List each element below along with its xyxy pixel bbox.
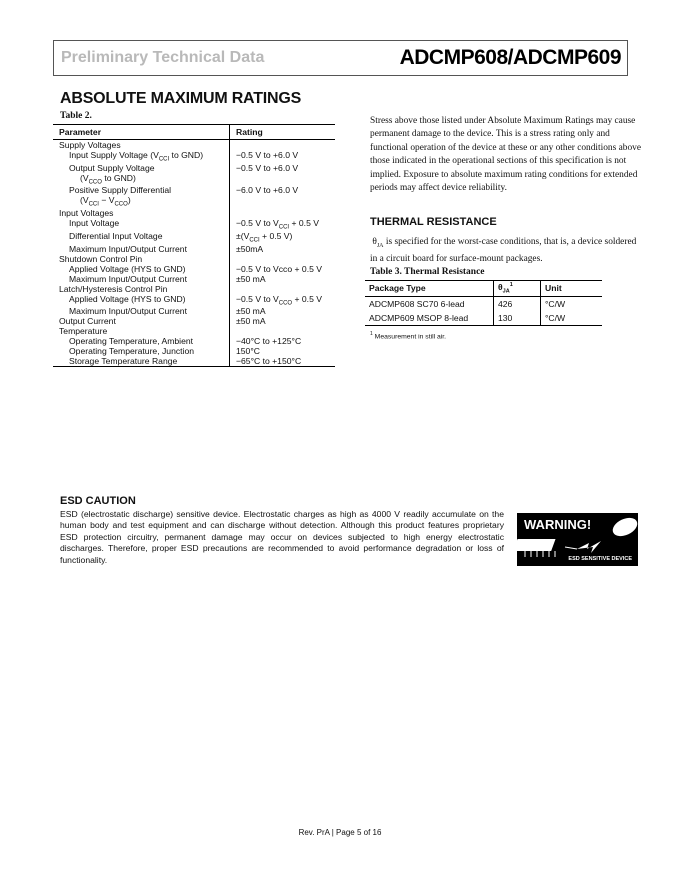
cell-theta: 130 — [494, 311, 541, 326]
cell-parameter: Temperature — [59, 326, 108, 337]
header-part-number: ADCMP608/ADCMP609 — [399, 46, 621, 69]
cell-rating: ±50 mA — [230, 306, 336, 316]
cell-rating: 150°C — [230, 346, 336, 356]
table-row — [53, 326, 335, 336]
cell-rating: ±50 mA — [230, 274, 336, 284]
table-row — [53, 254, 335, 264]
cell-parameter: Output Current — [59, 316, 116, 327]
table-row — [53, 316, 335, 326]
table-row — [53, 208, 335, 218]
table-row — [53, 150, 335, 163]
cell-rating — [230, 208, 336, 218]
cell-parameter: Input Voltages — [59, 208, 114, 219]
cell-rating — [230, 173, 336, 186]
table-row — [53, 346, 335, 356]
table-row — [53, 218, 335, 231]
table-row — [53, 195, 335, 208]
cell-rating — [230, 254, 336, 264]
cell-theta: 426 — [494, 296, 541, 311]
table-row — [53, 173, 335, 186]
cell-parameter: Applied Voltage (HYS to GND) — [69, 263, 186, 274]
page-footer: Rev. PrA | Page 5 of 16 — [298, 828, 382, 837]
stress-paragraph: Stress above those listed under Absolute Maximum Ratings may cause permanent damage to the device. This is a stress rating only and functional operation of the device at these or any other conditions above those indicated in the operational sections of this specification is not implied. Exposure to absolute maximum rating conditions for extended periods may affect device reliability. — [370, 116, 642, 194]
cell-pkg: ADCMP608 SC70 6-lead — [369, 298, 465, 309]
header-status: Preliminary Technical Data — [61, 49, 265, 66]
col-header-rating: Rating — [230, 125, 336, 140]
esd-warning-logo — [517, 513, 638, 566]
cell-parameter: Output Supply Voltage — [69, 162, 155, 173]
cell-rating — [230, 195, 336, 208]
cell-rating — [230, 326, 336, 336]
cell-rating: −65°C to +150°C — [230, 356, 336, 367]
table-caption-3: Table 3. Thermal Resistance — [370, 267, 485, 277]
col-header-package: Package Type — [365, 281, 494, 297]
cell-unit: °C/W — [541, 296, 603, 311]
cell-rating: −0.5 V to +6.0 V — [230, 150, 336, 163]
table-row — [53, 294, 335, 307]
cell-parameter: Supply Voltages — [59, 140, 121, 150]
cell-parameter: Maximum Input/Output Current — [69, 273, 187, 284]
thermal-paragraph — [370, 236, 642, 267]
table-row — [53, 336, 335, 346]
cell-rating — [230, 140, 336, 151]
cell-parameter: Operating Temperature, Ambient — [69, 336, 194, 347]
cell-rating: −6.0 V to +6.0 V — [230, 185, 336, 195]
table-caption-2: Table 2. — [60, 111, 92, 121]
cell-rating: −40°C to +125°C — [230, 336, 336, 346]
cell-parameter: Positive Supply Differential — [69, 185, 172, 196]
table-row — [53, 244, 335, 254]
table-row — [53, 284, 335, 294]
table-row — [53, 231, 335, 244]
page-header — [53, 40, 628, 76]
warning-title: WARNING! — [524, 517, 592, 532]
cell-rating: −0.5 V to $V_{CCO} + 0.5$ V — [230, 294, 336, 307]
cell-rating — [230, 284, 336, 294]
warning-subtitle: ESD SENSITIVE DEVICE — [568, 556, 632, 562]
table-row — [53, 274, 335, 284]
table-row — [53, 356, 335, 367]
cell-rating: ±50mA — [230, 244, 336, 254]
cell-rating: $\pm(V_{CCI} + 0.5$ V) — [230, 231, 336, 244]
col-header-parameter: Parameter — [53, 125, 230, 140]
cell-parameter: Shutdown Control Pin — [59, 253, 143, 264]
thermal-table — [365, 280, 602, 326]
thermal-text: is specified for the worst-case conditions, that is, a device soldered in a circuit board for surface-mount packages. — [370, 237, 637, 265]
table-row — [53, 264, 335, 274]
cell-parameter: Maximum Input/Output Current — [69, 306, 187, 317]
section-heading-thermal: THERMAL RESISTANCE — [370, 216, 497, 228]
cell-pkg: ADCMP609 MSOP 8-lead — [365, 311, 494, 326]
cell-parameter: Input Voltage — [69, 218, 120, 229]
cell-parameter: Applied Voltage (HYS to GND) — [69, 293, 186, 304]
cell-rating: ±50 mA — [230, 316, 336, 326]
cell-parameter: Storage Temperature Range — [53, 356, 230, 367]
table-row — [53, 163, 335, 173]
table-row — [365, 311, 602, 326]
abs-max-table — [53, 124, 335, 367]
cell-rating: −0.5 V to $V_{CCI} + 0.5$ V — [230, 218, 336, 231]
section-heading-esd: ESD CAUTION — [60, 495, 136, 507]
cell-parameter: $(V_{CCI} - V_{CCO})$ — [80, 195, 131, 209]
cell-parameter: Maximum Input/Output Current — [69, 243, 187, 254]
cell-rating: −0.5 V to Vcco + 0.5 V — [230, 264, 336, 274]
table-row — [53, 306, 335, 316]
cell-parameter: Operating Temperature, Junction — [69, 346, 194, 357]
cell-parameter: Differential Input Voltage — [69, 230, 163, 241]
theta-subscript: JA — [376, 242, 384, 249]
col-header-unit: Unit — [541, 281, 603, 297]
table-row — [365, 296, 602, 311]
esd-paragraph: ESD (electrostatic discharge) sensitive device. Electrostatic charges as high as 4000 V readily accumulate on the human body and test equipment and can discharge without detection. Although this product features proprietary ESD protection circuitry, permanent damage may occur on devices subjected to high energy electrostatic discharges. Therefore, proper ESD precautions are recommended to avoid performance degradation or loss of functionality. — [60, 509, 504, 565]
col-header-theta: $\theta_{JA}^1$ — [494, 281, 541, 297]
table-row — [53, 185, 335, 195]
theta-symbol: θ — [372, 237, 377, 247]
cell-parameter: Latch/Hysteresis Control Pin — [59, 283, 168, 294]
table-row — [53, 140, 335, 151]
cell-parameter: Input Supply Voltage ($V_{CCI}$ to GND) — [69, 150, 204, 163]
cell-parameter: ($V_{CCO}$ to GND) — [80, 172, 136, 186]
cell-unit: °C/W — [541, 311, 603, 326]
thermal-footnote: $^1$ Measurement in still air. — [370, 331, 447, 341]
cell-rating: −0.5 V to +6.0 V — [230, 163, 336, 173]
section-heading-abs-max: ABSOLUTE MAXIMUM RATINGS — [60, 90, 302, 107]
